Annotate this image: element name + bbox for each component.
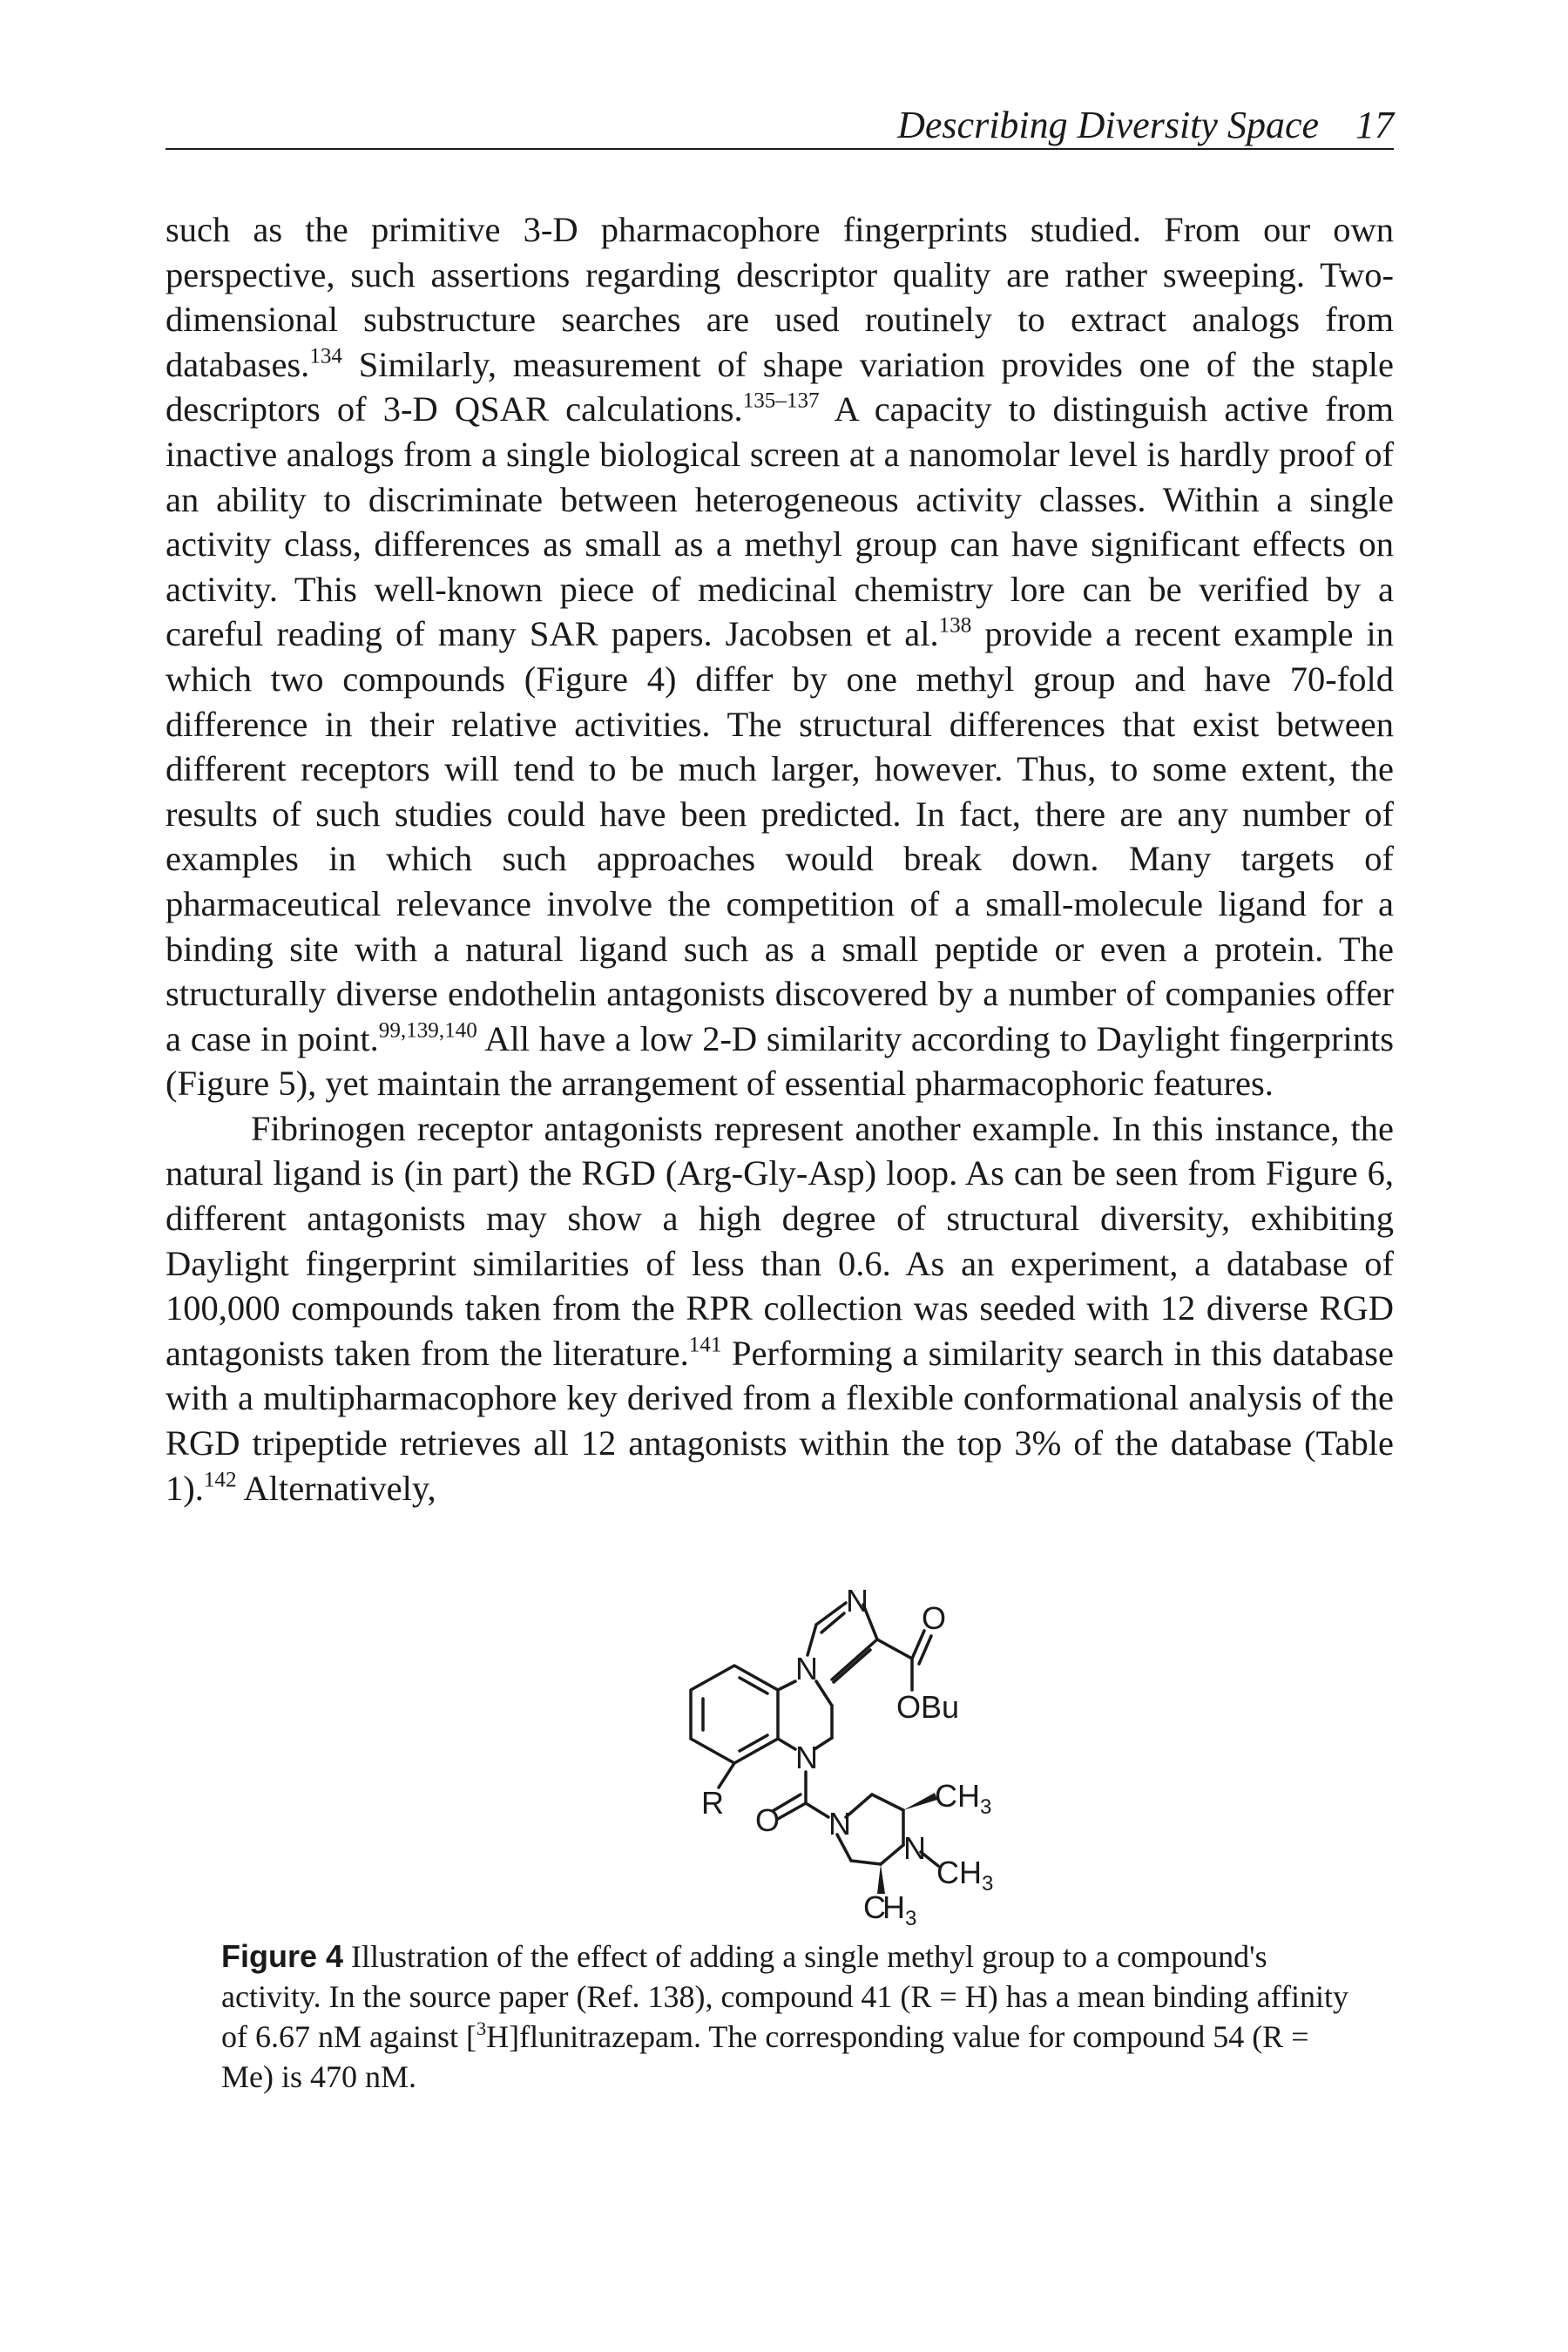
bond <box>832 1639 877 1680</box>
page-number: 17 <box>1355 104 1394 146</box>
figure-caption <box>221 1936 1350 2097</box>
atom-o-ester: O <box>922 1600 947 1636</box>
atom-ch3-upper: $CH_3$ <box>935 1778 992 1819</box>
atom-ch3-n-methyl: $CH_3$ <box>936 1855 994 1896</box>
text-run: Illustration of the effect of adding a single methyl group to a compound's activity. In the source paper (Ref. 138), compound 41 (R = H) has a mean binding affinity of 6.67 nM against [ <box>221 1939 1348 2054</box>
atom-obu: OBu <box>896 1689 960 1725</box>
text-run: All have a low 2-D similarity according to Daylight fingerprints (Figure 5), yet maintain the arrangement of essential pharmacophoric features. <box>166 1018 1394 1104</box>
citation: 141 <box>688 1333 722 1357</box>
wedge-bond <box>903 1793 937 1810</box>
atom-n-fused: N <box>795 1651 818 1686</box>
citation: 134 <box>309 344 342 368</box>
atom-o-carbonyl: O <box>755 1802 781 1838</box>
bond <box>872 1794 903 1810</box>
citation: 99,139,140 <box>378 1018 477 1043</box>
isotope-superscript: 3 <box>476 2017 487 2040</box>
text-run: Similarly, measurement of shape variation provides one of the staple descriptors of 3-D QSAR calculations. <box>166 344 1394 429</box>
bond <box>778 1681 795 1690</box>
atom-n-piperazine-1: N <box>828 1806 851 1842</box>
bond <box>778 1739 795 1749</box>
paragraph <box>166 207 1394 1106</box>
double-bond <box>834 1650 870 1682</box>
bond <box>719 1763 734 1788</box>
running-header <box>166 103 1394 150</box>
text-run: provide a recent example in which two compounds (Figure 4) differ by one methyl group and have 70-fold difference in their relative activities. The structural differences that exist between different receptors will tend to be much larger, however. Thus, to some extent, the results of such studies could have been predicted. In fact, there are any number of examples in which such approaches would break down. Many targets of pharmaceutical relevance involve the competition of a small-molecule ligand for a binding site with a natural ligand such as a small peptide or even a protein. The structurally diverse endothelin antagonists discovered by a number of companies offer a case in point. <box>166 614 1395 1058</box>
bond <box>877 1639 912 1659</box>
citation: 135–137 <box>742 389 820 413</box>
text-run: H]flunitrazepam. The corresponding value for compound 54 (R = Me) is 470 nM. <box>221 2019 1309 2094</box>
text-run: Performing a similarity search in this database with a multipharmacophore key derived from a flexible conformational analysis of the RGD tripeptide retrieves all 12 antagonists within the top 3% of the database (Table 1). <box>166 1333 1394 1508</box>
citation: 138 <box>938 613 972 638</box>
bond <box>851 1861 881 1864</box>
atom-n-imidazole: N <box>846 1583 868 1619</box>
atom-ch3-lower: $CH_3$ <box>863 1889 917 1930</box>
double-bond <box>821 1613 844 1632</box>
body-text <box>166 207 1394 1511</box>
atom-r-group: R <box>701 1785 724 1821</box>
bonds <box>691 1603 938 1866</box>
caption-text <box>221 1936 1350 2097</box>
chemical-structure <box>623 1559 994 1934</box>
atom-n-piperazine-2: N <box>903 1830 926 1866</box>
figure-4-structure <box>623 1559 994 1934</box>
paragraph <box>166 1106 1394 1511</box>
atom-n-amide: N <box>795 1740 818 1775</box>
text-run: A capacity to distinguish active from inactive analogs from a single biological screen at a nanomolar level is hardly proof of an ability to discriminate between heterogeneous activity classes. Within a single activity class, differences as small as a methyl group can have significant effects on activity. This well-known piece of medicinal chemistry lore can be verified by a careful reading of many SAR papers. Jacobsen et al. <box>166 389 1394 654</box>
citation: 142 <box>203 1468 237 1492</box>
bond <box>881 1845 903 1864</box>
caption-label: Figure 4 <box>221 1938 344 1974</box>
text-run: Alternatively, <box>236 1468 436 1508</box>
running-title: Describing Diversity Space <box>897 104 1319 146</box>
bond <box>816 1681 832 1706</box>
text-run: such as the primitive 3-D pharmacophore fingerprints studied. From our own perspective, such assertions regarding descriptor quality are rather sweeping. Two-dimensional substructure searches are used routinely to extract analogs from databases. <box>166 210 1394 384</box>
text-run: Fibrinogen receptor antagonists represent another example. In this instance, the natural ligand is (in part) the RGD (Arg-Gly-Asp) loop. As can be seen from Figure 6, different antagonists may show a high degree of structural diversity, exhibiting Daylight fingerprint similarities of less than 0.6. As an experiment, a database of 100,000 compounds taken from the RPR collection was seeded with 12 diverse RGD antagonists taken from the literature. <box>166 1108 1394 1373</box>
bond <box>806 1803 828 1817</box>
